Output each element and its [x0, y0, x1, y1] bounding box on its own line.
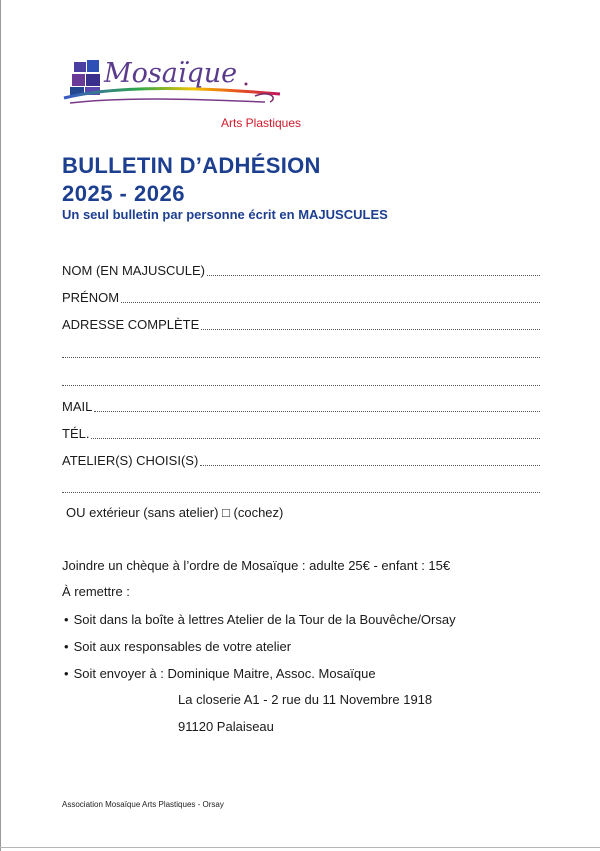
ateliers-input-line[interactable] [200, 464, 540, 466]
prenom-label: PRÉNOM [62, 290, 120, 305]
logo-subtitle: Arts Plastiques [221, 116, 302, 130]
page-edge-bottom [0, 847, 600, 848]
option-boite-lettres: • Soit dans la boîte à lettres Atelier de la Tour de la Bouvêche/Orsay [64, 612, 456, 627]
season-year: 2025 - 2026 [62, 181, 185, 206]
mail-input-line[interactable] [94, 410, 540, 412]
adresse-input-line[interactable] [201, 328, 540, 330]
ateliers-line-2[interactable] [62, 491, 540, 493]
option-responsables: • Soit aux responsables de votre atelier [64, 639, 291, 654]
logo-brand-name: Mosaïque [104, 58, 238, 89]
tel-label: TÉL. [62, 426, 90, 441]
adresse-label: ADRESSE COMPLÈTE [62, 317, 200, 332]
tel-field[interactable] [62, 423, 540, 441]
mailing-address-line2: 91120 Palaiseau [178, 719, 274, 734]
mail-field[interactable] [62, 396, 540, 414]
ateliers-label: ATELIER(S) CHOISI(S) [62, 453, 199, 468]
page-subtitle: Un seul bulletin par personne écrit en MAJUSCULES [62, 207, 388, 222]
tel-input-line[interactable] [91, 437, 540, 439]
ateliers-field[interactable] [62, 450, 540, 468]
adresse-line-3[interactable] [62, 384, 540, 386]
footer-association: Association Mosaïque Arts Plastiques - Orsay [62, 800, 224, 809]
nom-field[interactable] [62, 260, 540, 278]
page-edge [0, 0, 1, 851]
nom-label: NOM (EN MAJUSCULE) [62, 263, 206, 278]
exterieur-checkbox-label[interactable]: OU extérieur (sans atelier) □ (cochez) [66, 505, 284, 520]
prenom-input-line[interactable] [121, 301, 540, 303]
page-title: BULLETIN D’ADHÉSION [62, 153, 321, 178]
remettre-heading: À remettre : [62, 584, 130, 599]
mail-label: MAIL [62, 399, 93, 414]
cheque-instruction: Joindre un chèque à l’ordre de Mosaïque : adulte 25€ - enfant : 15€ [62, 558, 451, 573]
nom-input-line[interactable] [207, 274, 540, 276]
adresse-line-2[interactable] [62, 356, 540, 358]
option-envoyer: • Soit envoyer à : Dominique Maitre, Assoc. Mosaïque [64, 666, 376, 681]
mosaique-logo [60, 54, 310, 134]
adresse-field[interactable] [62, 314, 540, 332]
prenom-field[interactable] [62, 287, 540, 305]
mailing-address-line1: La closerie A1 - 2 rue du 11 Novembre 1918 [178, 692, 433, 707]
